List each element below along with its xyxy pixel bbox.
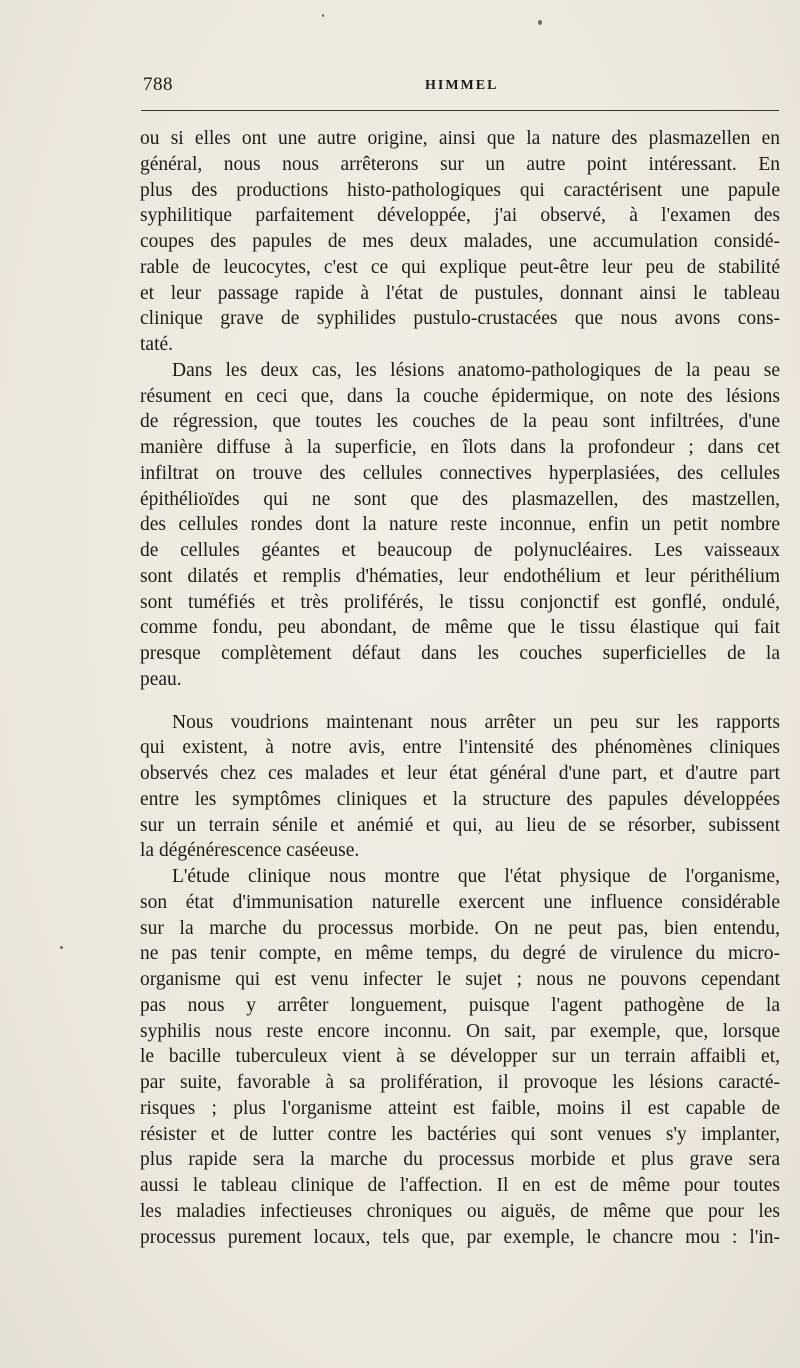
text-line: comme fondu, peu abondant, de même que le tissu élastique qui fait	[140, 617, 780, 639]
paragraph	[140, 126, 780, 358]
text-line: épithélioïdes qui ne sont que des plasmazellen, des mastzellen,	[140, 488, 780, 510]
text-line: syphilitique parfaitement développée, j'ai observé, à l'examen des	[140, 205, 780, 227]
text-line: général, nous nous arrêterons sur un autre point intéressant. En	[140, 153, 780, 175]
text-line: coupes des papules de mes deux malades, une accumulation considé-	[140, 231, 780, 252]
text-line: et leur passage rapide à l'état de pustules, donnant ainsi le tableau	[140, 282, 780, 304]
text-line: les maladies infectieuses chroniques ou aiguës, de même que pour les	[140, 1200, 780, 1222]
text-line: Dans les deux cas, les lésions anatomo-pathologiques de la peau se	[172, 359, 780, 381]
text-line: ne pas tenir compte, en même temps, du degré de virulence du micro-	[140, 943, 780, 965]
text-line: peau.	[140, 668, 182, 690]
text-line: plus rapide sera la marche du processus morbide et plus grave sera	[140, 1149, 780, 1171]
paragraph-gap	[140, 693, 780, 710]
text-line: sur un terrain sénile et anémié et qui, au lieu de se résorber, subissent	[140, 814, 780, 836]
text-line: syphilis nous reste encore inconnu. On sait, par exemple, que, lorsque	[140, 1020, 780, 1042]
text-line: pas nous y arrêter longuement, puisque l'agent pathogène de la	[140, 994, 780, 1016]
paper-speck	[538, 20, 542, 25]
text-line: processus purement locaux, tels que, par exemple, le chancre mou : l'in-	[140, 1226, 780, 1248]
text-line: de cellules géantes et beaucoup de polynucléaires. Les vaisseaux	[140, 540, 780, 561]
text-line: son état d'immunisation naturelle exercent une influence considérable	[140, 891, 780, 913]
text-line: sont dilatés et remplis d'hématies, leur endothélium et leur périthélium	[140, 565, 780, 587]
running-head	[143, 72, 779, 102]
text-line: manière diffuse à la superficie, en îlots dans la profondeur ; dans cet	[140, 437, 780, 458]
text-line: infiltrat on trouve des cellules connectives hyperplasiées, des cellules	[140, 462, 780, 484]
paper-speck	[322, 14, 324, 17]
text-line: L'étude clinique nous montre que l'état physique de l'organisme,	[172, 866, 780, 887]
text-line: rable de leucocytes, c'est ce qui explique peut-être leur peu de stabilité	[140, 256, 780, 278]
body-text	[140, 126, 780, 1250]
text-line: ou si elles ont une autre origine, ainsi que la nature des plasmazellen en	[140, 128, 780, 149]
text-line: observés chez ces malades et leur état général d'une part, et d'autre part	[140, 763, 780, 784]
page-number: 788	[143, 74, 173, 95]
paragraph	[140, 864, 780, 1250]
paragraph	[140, 358, 780, 693]
text-line: presque complètement défaut dans les couches superficielles de la	[140, 643, 780, 664]
text-line: résument en ceci que, dans la couche épidermique, on note des lésions	[140, 385, 780, 407]
paragraph	[140, 710, 780, 865]
text-line: plus des productions histo-pathologiques qui caractérisent une papule	[140, 179, 780, 201]
text-line: taté.	[140, 334, 174, 355]
text-line: entre les symptômes cliniques et la structure des papules développées	[140, 788, 780, 810]
text-line: sur la marche du processus morbide. On ne peut pas, bien entendu,	[140, 917, 780, 939]
text-line: résister et de lutter contre les bactéries qui sont venues s'y implanter,	[140, 1123, 780, 1145]
text-line: risques ; plus l'organisme atteint est faible, moins il est capable de	[140, 1097, 780, 1119]
text-line: de régression, que toutes les couches de la peau sont infiltrées, d'une	[140, 411, 780, 433]
text-line: le bacille tuberculeux vient à se développer sur un terrain affaibli et,	[140, 1046, 780, 1068]
text-line: organisme qui est venu infecter le sujet ; nous ne pouvons cependant	[140, 969, 780, 990]
text-line: des cellules rondes dont la nature reste inconnue, enfin un petit nombre	[140, 514, 780, 536]
text-line: la dégénérescence caséeuse.	[140, 840, 360, 862]
paper-speck	[60, 946, 63, 949]
text-line: aussi le tableau clinique de l'affection. Il en est de même pour toutes	[140, 1175, 780, 1196]
text-line: qui existent, à notre avis, entre l'intensité des phénomènes cliniques	[140, 737, 780, 759]
text-line: clinique grave de syphilides pustulo-crustacées que nous avons cons-	[140, 308, 780, 330]
text-line: par suite, favorable à sa prolifération, il provoque les lésions caracté-	[140, 1072, 780, 1093]
running-title: HIMMEL	[425, 78, 499, 93]
header-rule	[141, 110, 779, 111]
text-line: Nous voudrions maintenant nous arrêter un peu sur les rapports	[172, 711, 780, 733]
text-line: sont tuméfiés et très proliférés, le tissu conjonctif est gonflé, ondulé,	[140, 591, 780, 613]
